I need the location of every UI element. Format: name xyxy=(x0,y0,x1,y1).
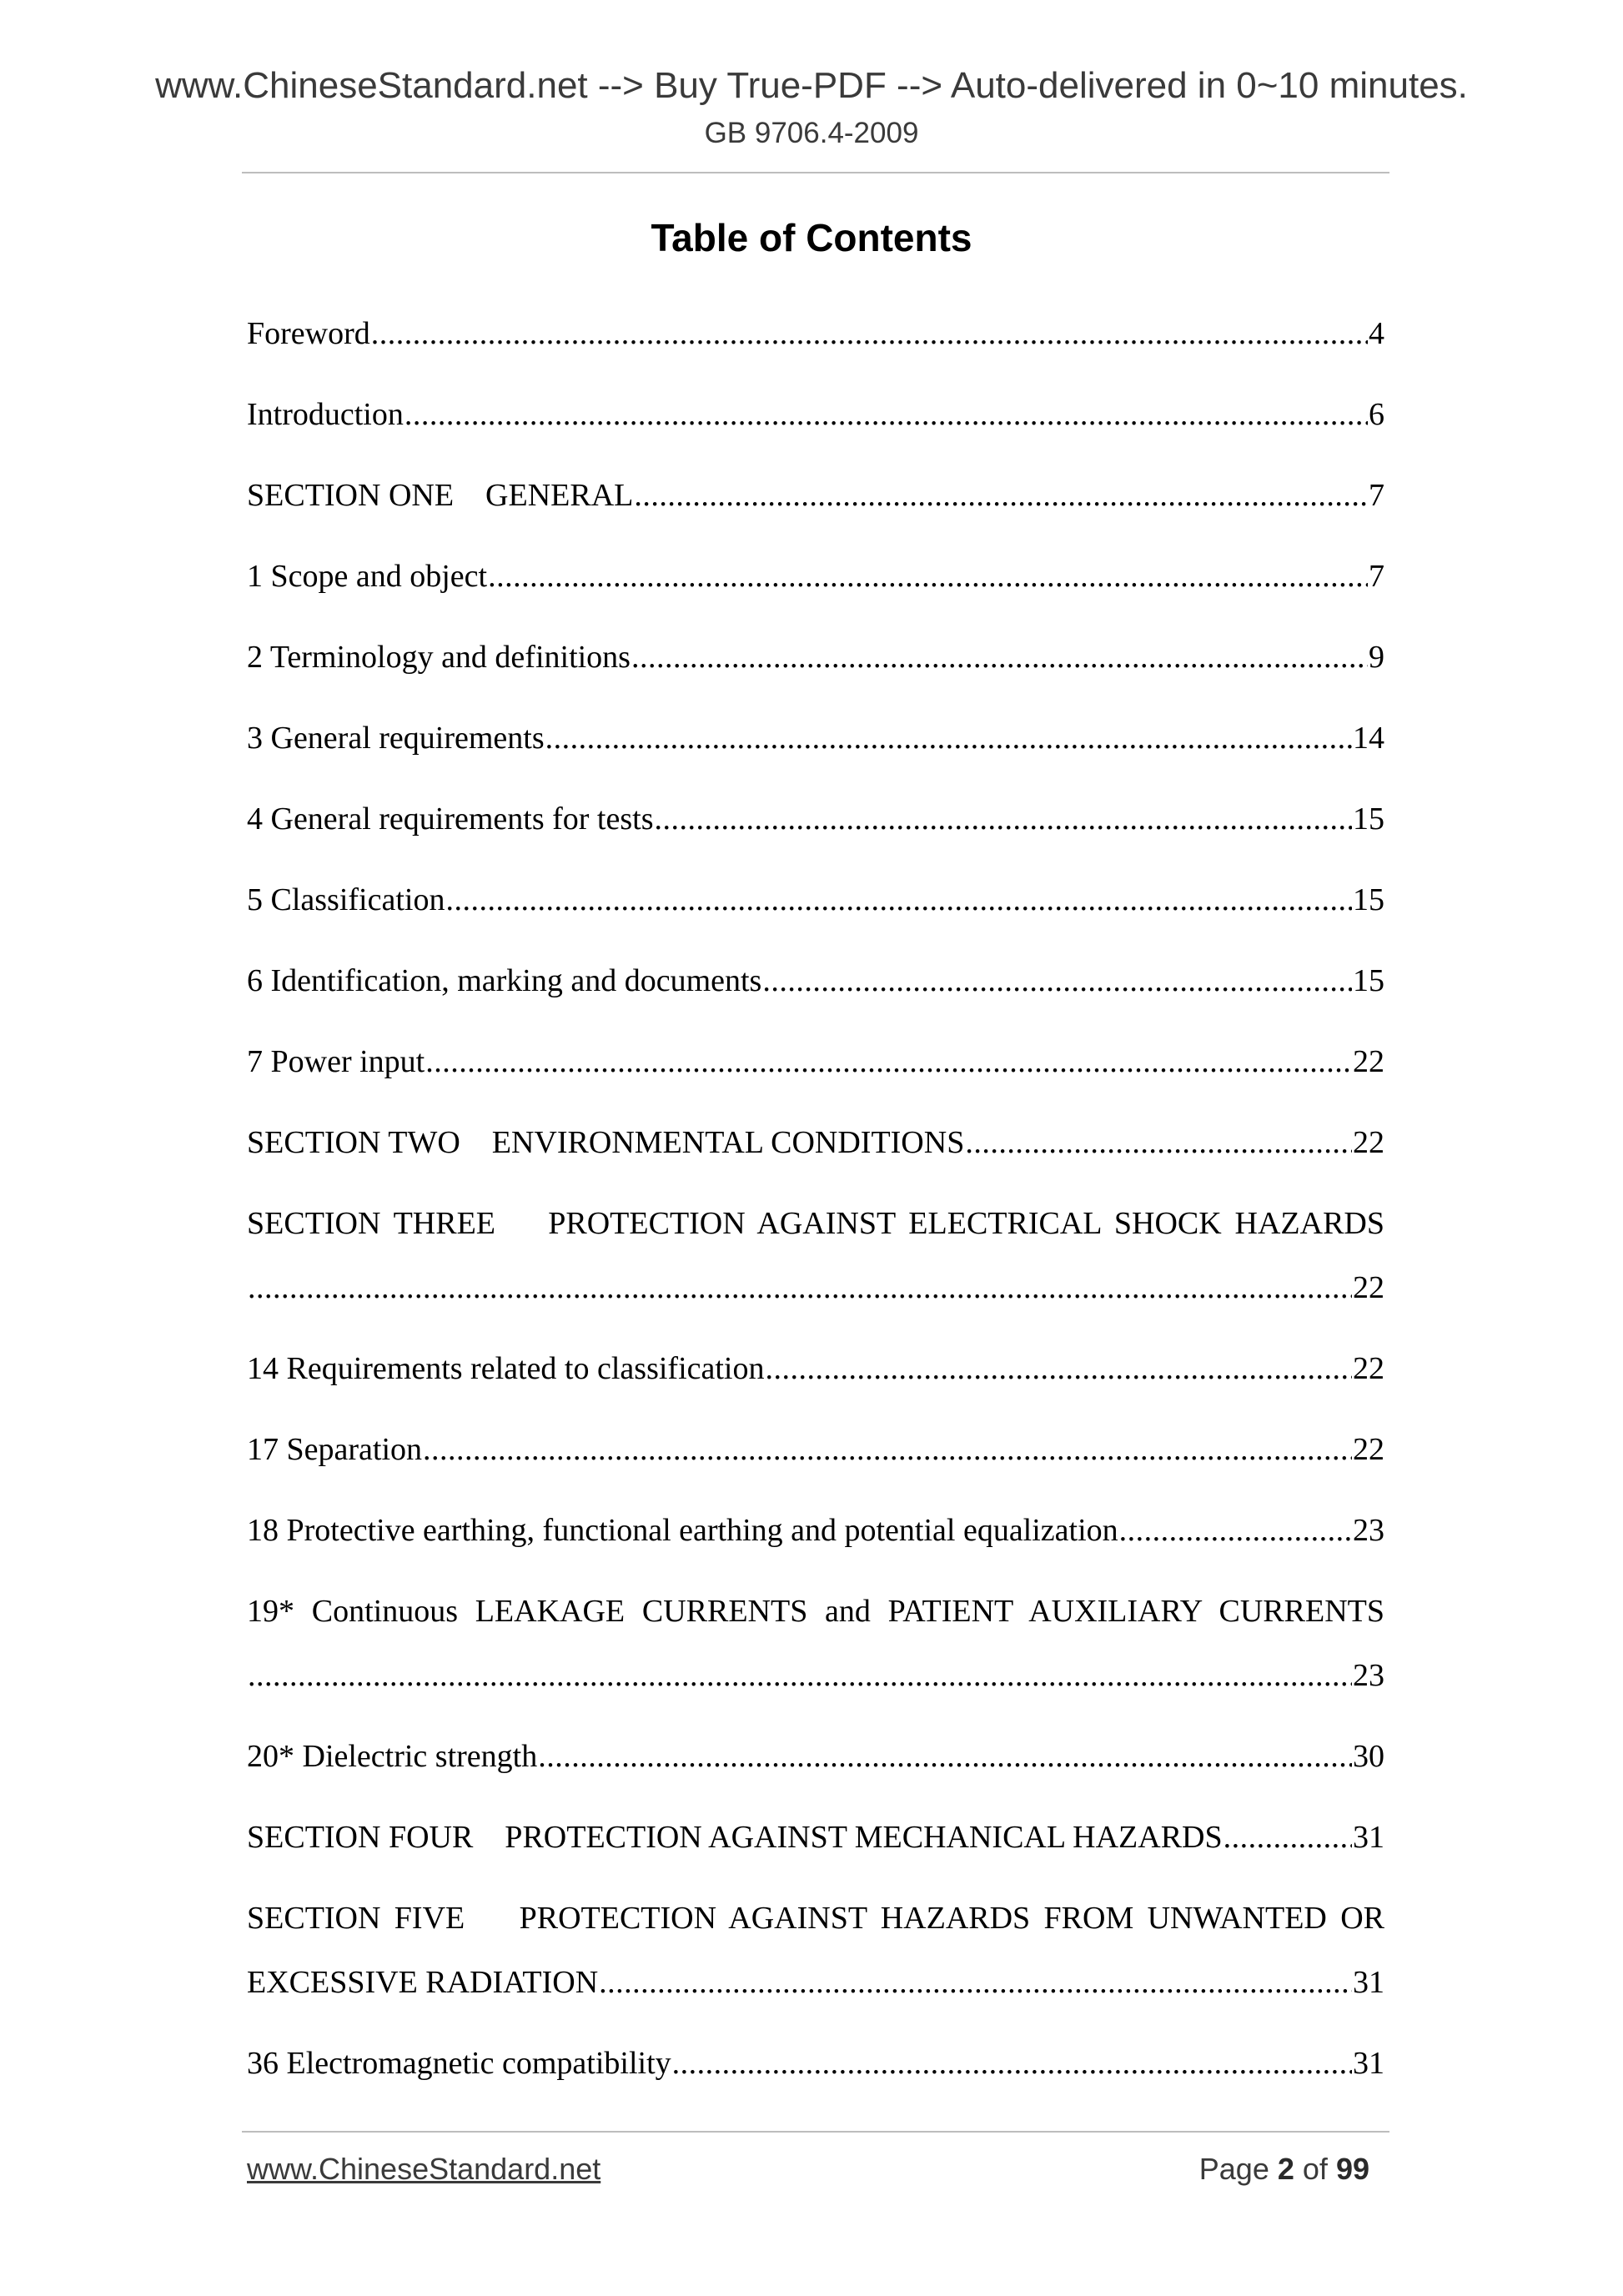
toc-entry-introduction[interactable] xyxy=(247,393,1384,436)
standard-number: GB 9706.4-2009 xyxy=(704,117,919,149)
toc-entry-section-five-cont[interactable] xyxy=(247,1961,1384,2004)
toc-entry-section-five[interactable] xyxy=(247,1897,1384,1940)
dot-leader xyxy=(538,1735,1352,1778)
toc-entry-page: 7 xyxy=(1369,478,1384,513)
dot-leader xyxy=(1119,1509,1352,1552)
toc-entry-requirements-for-tests[interactable] xyxy=(247,797,1384,841)
toc-entry-scope[interactable] xyxy=(247,555,1384,598)
dot-leader xyxy=(248,1266,1352,1309)
toc-entry-page: 7 xyxy=(1369,559,1384,594)
page-title: Table of Contents xyxy=(651,216,972,259)
toc-entry-text: 14 Requirements related to classification xyxy=(247,1351,765,1386)
toc-entry-text: Introduction xyxy=(247,397,404,432)
toc-entry-requirements-classification[interactable] xyxy=(247,1347,1384,1390)
toc-entry-text: 36 Electromagnetic compatibility xyxy=(247,2046,671,2081)
toc-entry-text: SECTION THREE PROTECTION AGAINST ELECTRICAL SHOCK HAZARDS xyxy=(247,1206,1384,1241)
dot-leader xyxy=(248,1654,1352,1697)
dot-leader xyxy=(599,1961,1352,2004)
toc-entry-text: 6 Identification, marking and documents xyxy=(247,963,762,998)
page-total: 99 xyxy=(1335,2152,1369,2186)
dot-leader xyxy=(425,1040,1352,1083)
page-label: Page xyxy=(1198,2152,1269,2186)
toc-entry-page: 14 xyxy=(1353,721,1384,756)
dot-leader xyxy=(672,2042,1352,2085)
toc-entry-text: 18 Protective earthing, functional earthing and potential equalization xyxy=(247,1513,1118,1548)
toc-entry-section-one[interactable] xyxy=(247,474,1384,517)
toc-entry-text: 3 General requirements xyxy=(247,721,545,756)
toc-entry-page: 31 xyxy=(1353,2046,1384,2081)
toc-entry-page: 31 xyxy=(1353,1820,1384,1855)
toc-entry-section-three-leader[interactable] xyxy=(247,1266,1384,1309)
page-of-label: of xyxy=(1302,2152,1328,2186)
footer-page-number xyxy=(1199,2152,1369,2187)
toc-entry-text: SECTION ONE GENERAL xyxy=(247,478,634,513)
toc-entry-page: 15 xyxy=(1353,801,1384,837)
toc-entry-section-three[interactable] xyxy=(247,1202,1384,1245)
dot-leader xyxy=(631,636,1368,679)
toc-entry-page: 15 xyxy=(1353,963,1384,998)
toc-entry-page: 22 xyxy=(1353,1270,1384,1305)
toc-entry-leakage-currents[interactable] xyxy=(247,1590,1384,1633)
toc-entry-power-input[interactable] xyxy=(247,1040,1384,1083)
toc-entry-page: 9 xyxy=(1369,640,1384,675)
dot-leader xyxy=(371,312,1368,355)
dot-leader xyxy=(655,797,1353,841)
toc-entry-page: 6 xyxy=(1369,397,1384,432)
toc-entry-text: 2 Terminology and definitions xyxy=(247,640,631,675)
toc-entry-text: Foreword xyxy=(247,316,370,351)
footer-divider xyxy=(242,2131,1389,2133)
toc-entry-page: 22 xyxy=(1353,1125,1384,1160)
toc-entry-electromagnetic-compatibility[interactable] xyxy=(247,2042,1384,2085)
dot-leader xyxy=(404,393,1368,436)
toc-entry-text: SECTION FIVE PROTECTION AGAINST HAZARDS FROM UNWANTED OR xyxy=(247,1901,1384,1936)
toc-entry-page: 22 xyxy=(1353,1044,1384,1079)
footer-site-link[interactable]: www.ChineseStandard.net xyxy=(247,2152,601,2186)
dot-leader xyxy=(545,716,1352,760)
toc-entry-text: SECTION TWO ENVIRONMENTAL CONDITIONS xyxy=(247,1125,965,1160)
toc-entry-foreword[interactable] xyxy=(247,312,1384,355)
toc-entry-page: 22 xyxy=(1353,1351,1384,1386)
dot-leader xyxy=(634,474,1368,517)
page-current: 2 xyxy=(1277,2152,1294,2186)
toc-entry-text: 20* Dielectric strength xyxy=(247,1739,538,1774)
toc-entry-text: EXCESSIVE RADIATION xyxy=(247,1965,599,2000)
toc-entry-text: 4 General requirements for tests xyxy=(247,801,654,837)
dot-leader xyxy=(488,555,1368,598)
toc-entry-leakage-currents-leader[interactable] xyxy=(247,1654,1384,1697)
toc-entry-text: 1 Scope and object xyxy=(247,559,488,594)
dot-leader xyxy=(765,1347,1352,1390)
toc-entry-page: 23 xyxy=(1353,1513,1384,1548)
toc-entry-text: 17 Separation xyxy=(247,1432,423,1467)
toc-entry-text: 5 Classification xyxy=(247,882,445,917)
header-banner: www.ChineseStandard.net --> Buy True-PDF --> Auto-delivered in 0~10 minutes. xyxy=(155,65,1468,106)
toc-entry-section-four[interactable] xyxy=(247,1816,1384,1859)
dot-leader xyxy=(965,1121,1352,1164)
toc-entry-general-requirements[interactable] xyxy=(247,716,1384,760)
toc-entry-page: 15 xyxy=(1353,882,1384,917)
dot-leader xyxy=(423,1428,1352,1471)
toc-entry-text: 7 Power input xyxy=(247,1044,425,1079)
toc-entry-page: 31 xyxy=(1353,1965,1384,2000)
toc-entry-separation[interactable] xyxy=(247,1428,1384,1471)
toc-entry-page: 4 xyxy=(1369,316,1384,351)
toc-entry-page: 23 xyxy=(1353,1658,1384,1693)
toc-entry-dielectric-strength[interactable] xyxy=(247,1735,1384,1778)
header-divider xyxy=(242,172,1389,173)
toc-entry-classification[interactable] xyxy=(247,878,1384,922)
toc-entry-page: 22 xyxy=(1353,1432,1384,1467)
toc-entry-protective-earthing[interactable] xyxy=(247,1509,1384,1552)
toc-entry-terminology[interactable] xyxy=(247,636,1384,679)
toc-entry-section-two[interactable] xyxy=(247,1121,1384,1164)
toc-entry-text: 19* Continuous LEAKAGE CURRENTS and PATIENT AUXILIARY CURRENTS xyxy=(247,1594,1384,1629)
dot-leader xyxy=(1224,1816,1352,1859)
dot-leader xyxy=(762,959,1352,1002)
dot-leader xyxy=(445,878,1352,922)
toc-entry-identification[interactable] xyxy=(247,959,1384,1002)
toc-entry-text: SECTION FOUR PROTECTION AGAINST MECHANICAL HAZARDS xyxy=(247,1820,1223,1855)
toc-entry-page: 30 xyxy=(1353,1739,1384,1774)
